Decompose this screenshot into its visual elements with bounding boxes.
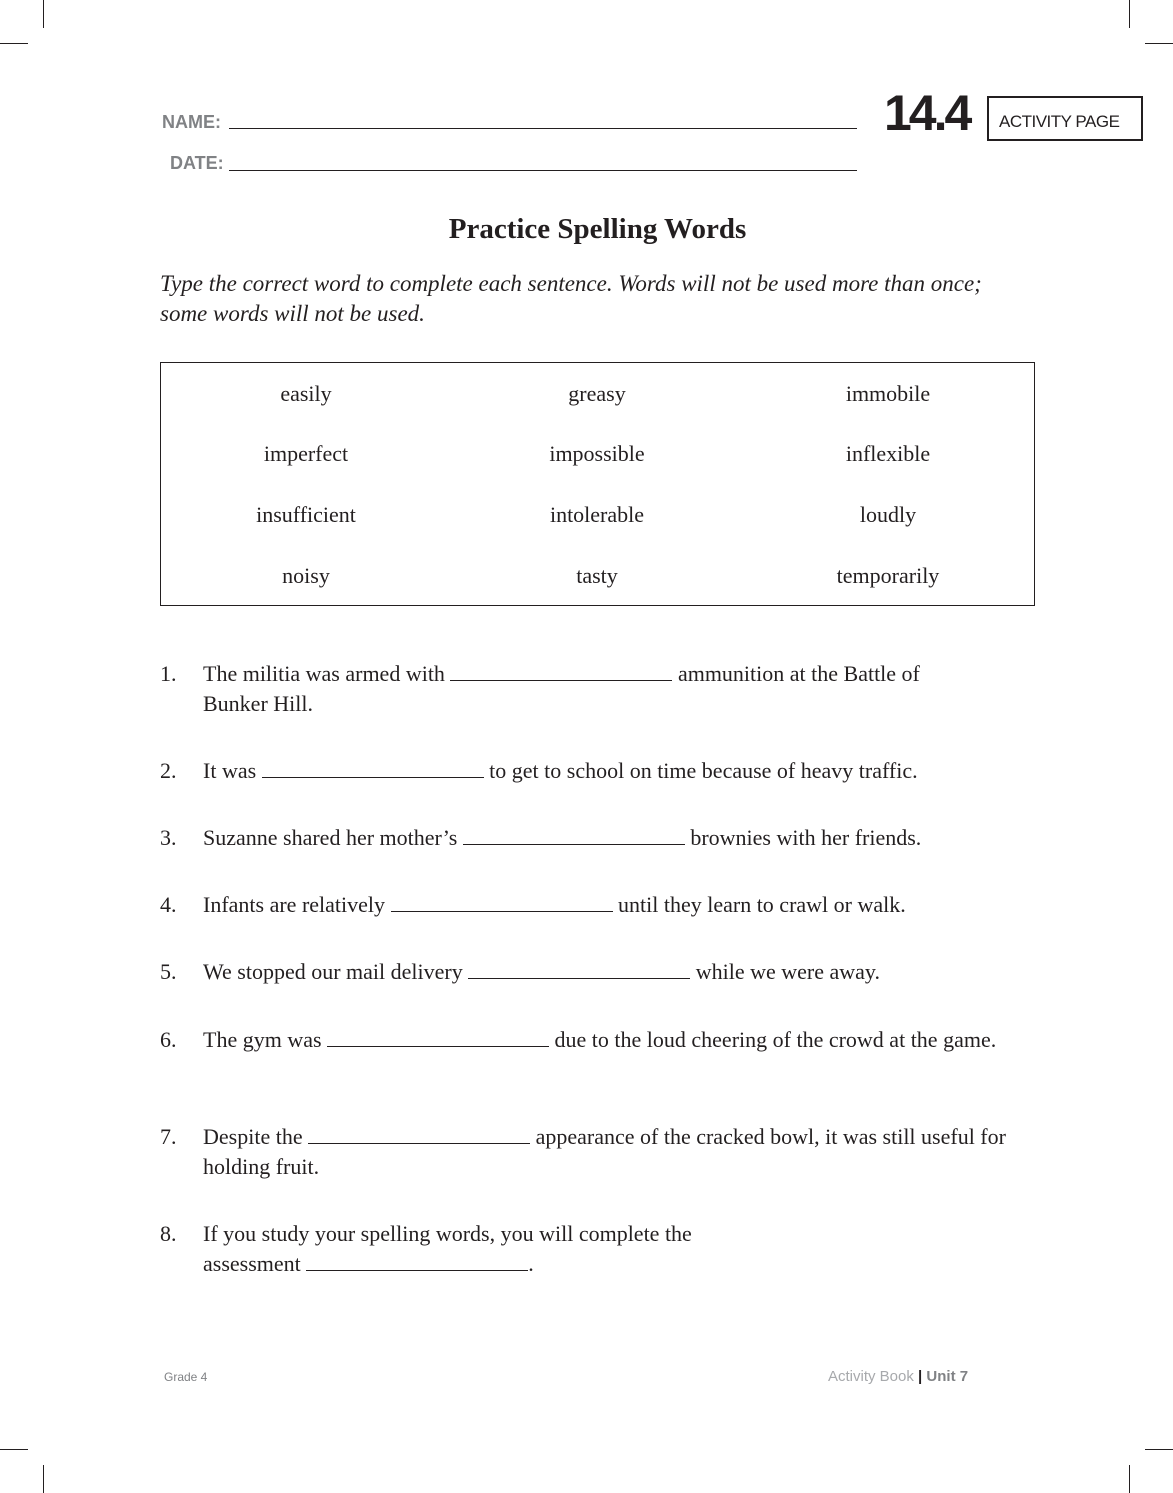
question-text-before: The gym was [203,1027,322,1052]
lesson-number: 14.4 [884,85,970,141]
question-text-after: ammunition at the Battle of Bunker Hill. [203,661,920,716]
question-text-before: We stopped our mail delivery [203,959,463,984]
question-7 [203,1122,1033,1182]
footer-book-unit [828,1368,968,1385]
word-bank-item: inflexible [845,441,931,466]
name-label: NAME: [162,112,221,132]
question-2 [203,756,1033,786]
question-text-before: The militia was armed with [203,661,445,686]
crop-mark [1145,1449,1173,1450]
word-bank-item: loudly [859,502,917,527]
crop-mark [1129,0,1130,28]
question-number: 3. [160,825,177,850]
crop-mark [0,43,28,44]
answer-blank[interactable] [450,679,672,681]
word-bank-item: temporarily [836,563,940,588]
question-text-after: until they learn to crawl or walk. [618,892,906,917]
word-bank-item: tasty [576,563,618,588]
footer-separator: | [918,1368,923,1385]
question-number: 4. [160,892,177,917]
question-text-after: while we were away. [695,959,880,984]
question-4 [203,890,1033,920]
instructions: Type the correct word to complete each sentence. Words will not be used more than once; some words will not be used. [160,271,982,326]
question-number: 2. [160,758,177,783]
crop-mark [1129,1465,1130,1493]
question-number: 7. [160,1124,177,1149]
question-text-before: Suzanne shared her mother’s [203,825,458,850]
date-label: DATE: [170,153,224,173]
question-3 [203,823,1033,853]
word-bank-item: easily [280,381,332,406]
question-text-after: to get to school on time because of heavy traffic. [489,758,918,783]
word-bank [160,362,1035,606]
answer-blank[interactable] [463,843,685,845]
answer-blank[interactable] [262,776,484,778]
date-line[interactable] [229,170,857,171]
footer-grade: Grade 4 [164,1370,208,1384]
question-5 [203,957,1033,987]
question-number: 6. [160,1027,177,1052]
crop-mark [43,1465,44,1493]
crop-mark [0,1449,28,1450]
word-bank-item: insufficient [256,502,356,527]
question-text-before: Infants are relatively [203,892,386,917]
question-text-after: brownies with her friends. [690,825,922,850]
crop-mark [1145,43,1173,44]
word-bank-item: noisy [282,563,330,588]
answer-blank[interactable] [327,1045,549,1047]
word-bank-item: imperfect [263,441,349,466]
question-text-before: Despite the [203,1124,303,1149]
answer-blank[interactable] [306,1269,528,1271]
word-bank-item: impossible [549,441,645,466]
answer-blank[interactable] [391,910,613,912]
name-line[interactable] [229,128,857,129]
activity-page-badge: ACTIVITY PAGE [987,96,1143,141]
question-8 [203,1219,763,1279]
question-text-before: If you study your spelling words, you will complete the assessment [203,1221,692,1276]
question-6 [203,1025,1003,1055]
question-number: 5. [160,959,177,984]
footer-book: Activity Book [828,1368,914,1385]
question-text-after: . [528,1251,534,1276]
question-text-after: appearance of the cracked bowl, it was still useful for holding fruit. [203,1124,1006,1179]
footer-unit: Unit 7 [926,1368,969,1385]
question-text-after: due to the loud cheering of the crowd at the game. [554,1027,997,1052]
crop-mark [43,0,44,28]
page-title: Practice Spelling Words [448,213,747,245]
word-bank-item: intolerable [549,502,645,527]
answer-blank[interactable] [468,977,690,979]
question-text-before: It was [203,758,257,783]
answer-blank[interactable] [308,1142,530,1144]
question-number: 8. [160,1221,177,1246]
question-number: 1. [160,661,177,686]
question-1 [203,659,983,719]
word-bank-item: greasy [568,381,626,406]
word-bank-item: immobile [845,381,931,406]
